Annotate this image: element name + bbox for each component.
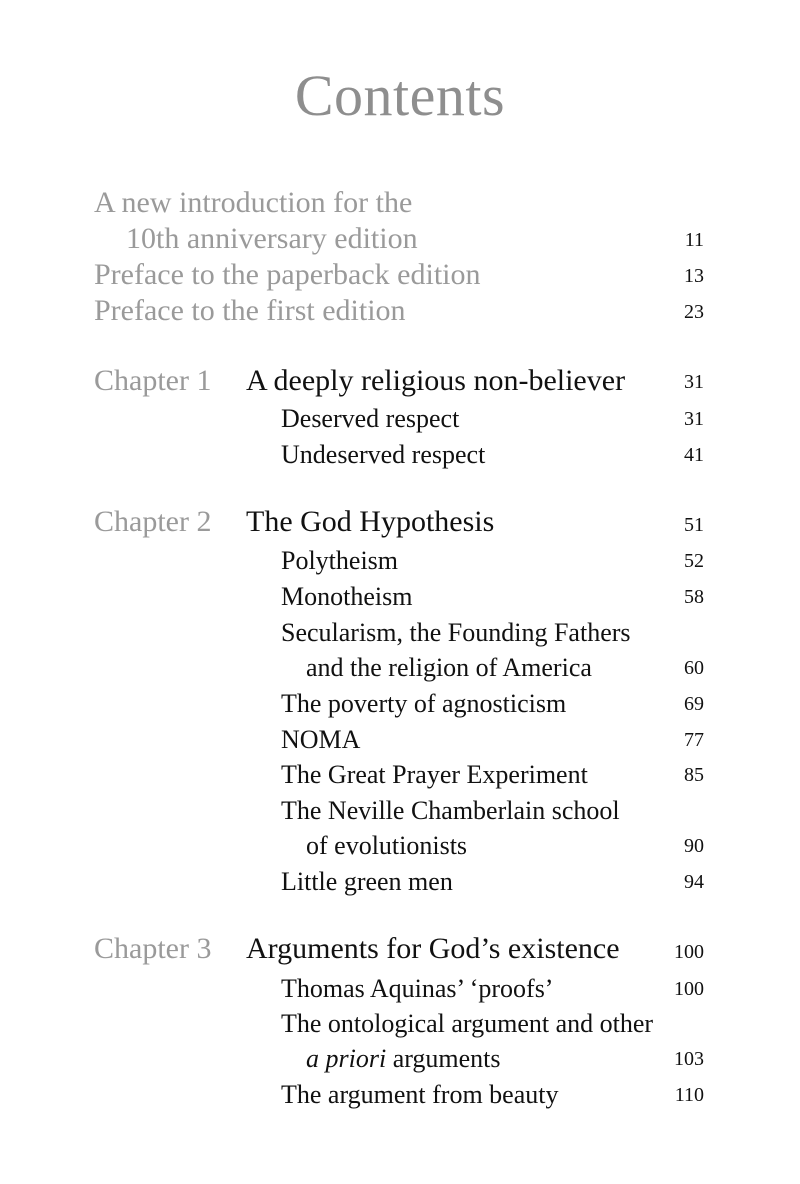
page-number: 52	[684, 550, 704, 572]
page-number: 90	[684, 835, 704, 857]
page-number: 100	[674, 978, 704, 1000]
section-entry-continuation: of evolutionists	[306, 831, 468, 860]
section-entry-continuation-rest: arguments	[386, 1044, 501, 1073]
section-entry: NOMA	[281, 725, 361, 754]
chapter-title: Arguments for God’s existence	[246, 932, 620, 965]
section-entry: The argument from beauty	[281, 1080, 559, 1109]
page-title: Contents	[294, 63, 506, 128]
chapter-label: Chapter 3	[94, 932, 212, 965]
chapter-title: The God Hypothesis	[246, 505, 495, 538]
front-entry-new-introduction-line1: A new introduction for the	[94, 186, 413, 219]
page-number: 60	[684, 657, 704, 679]
page-number: 31	[684, 371, 704, 393]
page-number: 51	[684, 514, 704, 536]
page-number: 23	[684, 301, 704, 323]
page-number: 31	[684, 408, 704, 430]
section-entry: Deserved respect	[281, 404, 460, 433]
section-entry: Monotheism	[281, 582, 413, 611]
section-entry: Little green men	[281, 867, 453, 896]
section-entry: The Neville Chamberlain school	[281, 796, 620, 825]
page-number: 69	[684, 693, 704, 715]
chapter-title: A deeply religious non-believer	[246, 364, 626, 397]
page-number: 13	[684, 265, 704, 287]
italic-term: a priori	[306, 1044, 387, 1073]
chapter-label: Chapter 1	[94, 364, 212, 397]
page-number: 77	[684, 729, 704, 751]
page-number: 103	[674, 1048, 704, 1070]
page-number: 11	[684, 229, 704, 251]
section-entry-continuation	[306, 1044, 501, 1074]
section-entry: The Great Prayer Experiment	[281, 760, 588, 789]
front-entry-new-introduction-line2: 10th anniversary edition	[126, 222, 418, 255]
section-entry-continuation: and the religion of America	[306, 653, 592, 682]
front-entry-preface-first: Preface to the first edition	[94, 294, 406, 327]
section-entry: Undeserved respect	[281, 440, 486, 469]
section-entry: The ontological argument and other	[281, 1009, 654, 1038]
section-entry: Thomas Aquinas’ ‘proofs’	[281, 974, 554, 1003]
front-entry-preface-paperback: Preface to the paperback edition	[94, 258, 481, 291]
page-number: 85	[684, 764, 704, 786]
section-entry: Polytheism	[281, 546, 399, 575]
chapter-label: Chapter 2	[94, 505, 212, 538]
page-number: 41	[684, 444, 704, 466]
page-number: 110	[674, 1084, 704, 1106]
page-number: 94	[684, 871, 704, 893]
section-entry: The poverty of agnosticism	[281, 689, 567, 718]
page-number: 100	[674, 941, 704, 963]
section-entry: Secularism, the Founding Fathers	[281, 618, 631, 647]
page-number: 58	[684, 586, 704, 608]
